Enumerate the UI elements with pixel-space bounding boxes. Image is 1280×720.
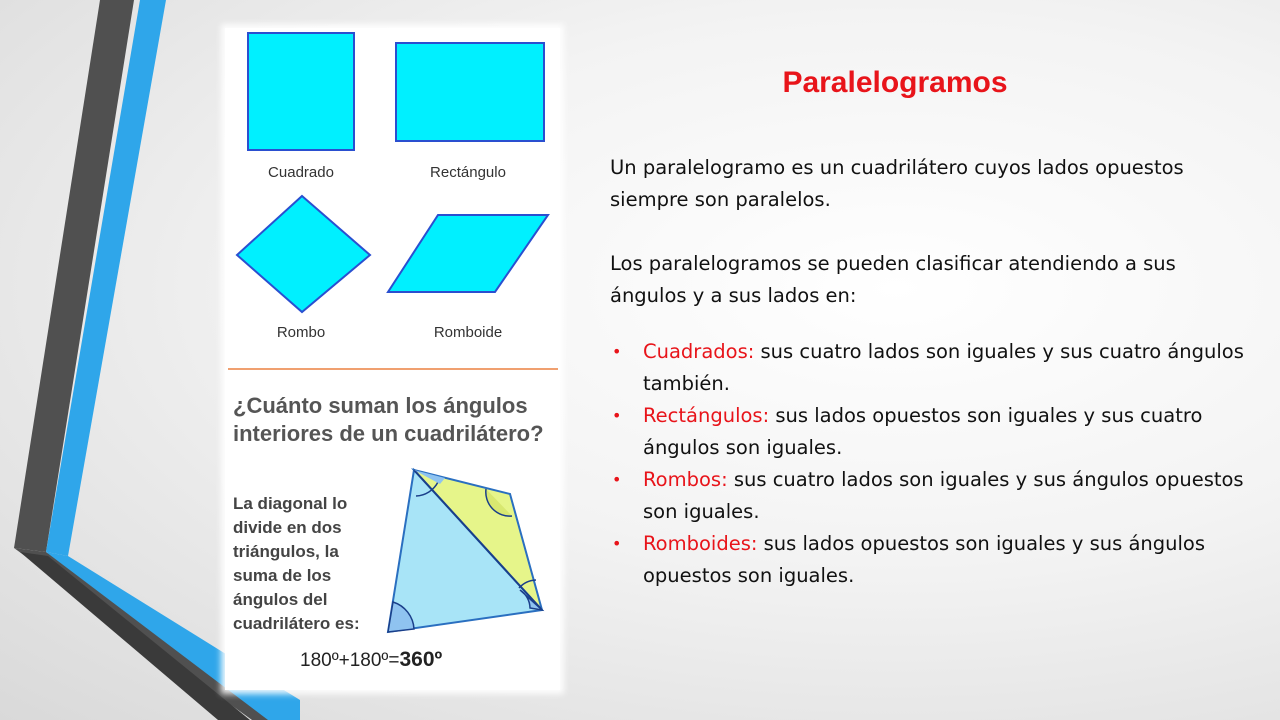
square-shape bbox=[248, 33, 354, 150]
list-item bbox=[610, 336, 1250, 400]
rhombus-shape bbox=[237, 196, 370, 312]
paragraph-classification: Los paralelogramos se pueden clasificar atendiendo a sus ángulos y a sus lados en: bbox=[610, 252, 1176, 307]
illustration-divider bbox=[228, 368, 558, 370]
bullet-text: sus cuatro lados son iguales y sus ángulos opuestos son iguales. bbox=[643, 468, 1244, 523]
bullet-text: sus cuatro lados son iguales y sus cuatro ángulos también. bbox=[643, 340, 1244, 395]
illustration-explanation: La diagonal lo divide en dos triángulos, la suma de los ángulos del cuadrilátero es: bbox=[233, 494, 360, 633]
paragraph-definition: Un paralelogramo es un cuadrilátero cuyos lados opuestos siempre son paralelos. bbox=[610, 156, 1184, 211]
bullet-text: sus lados opuestos son iguales y sus cuatro ángulos son iguales. bbox=[643, 404, 1203, 459]
bullet-icon: • bbox=[612, 406, 622, 425]
bullet-text: sus lados opuestos son iguales y sus ángulos opuestos son iguales. bbox=[643, 532, 1205, 587]
bullet-term: Rombos: bbox=[643, 468, 728, 491]
shape-label-rhomboid: Romboide bbox=[433, 324, 503, 341]
shape-label-rectangle: Rectángulo bbox=[430, 164, 506, 181]
illustration-result bbox=[300, 648, 442, 672]
result-prefix: 180º+180º= bbox=[300, 650, 400, 671]
bullet-term: Cuadrados: bbox=[643, 340, 755, 363]
list-item bbox=[610, 464, 1250, 528]
list-item bbox=[610, 400, 1250, 464]
illustration-question: ¿Cuánto suman los ángulos interiores de un cuadrilátero? bbox=[233, 393, 544, 446]
list-item bbox=[610, 528, 1250, 592]
result-value: 360º bbox=[399, 648, 443, 671]
bullet-icon: • bbox=[612, 342, 622, 361]
shape-label-rhombus: Rombo bbox=[276, 324, 326, 341]
bullet-term: Rectángulos: bbox=[643, 404, 770, 427]
bullet-icon: • bbox=[612, 470, 622, 489]
bullet-list bbox=[610, 336, 1250, 592]
bullet-icon: • bbox=[612, 534, 622, 553]
shape-label-square: Cuadrado bbox=[268, 164, 334, 181]
slide-title: Paralelogramos bbox=[782, 66, 1008, 99]
rhomboid-shape bbox=[388, 215, 548, 292]
bullet-term: Romboides: bbox=[643, 532, 758, 555]
rectangle-shape bbox=[396, 43, 544, 141]
